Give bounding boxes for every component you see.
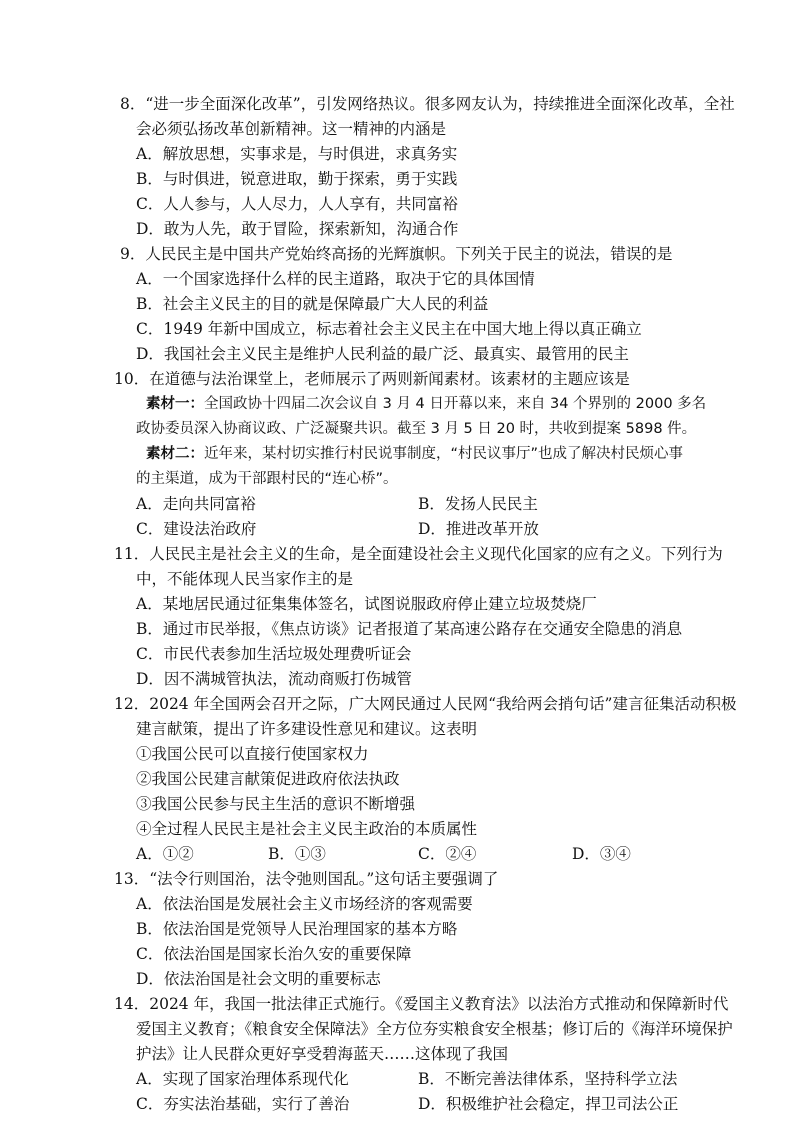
option-d: D．依法治国是社会文明的重要标志 — [136, 970, 381, 988]
option-d: D．我国社会主义民主是维护人民利益的最广泛、最真实、最管用的民主 — [136, 345, 629, 363]
option-c: C．市民代表参加生活垃圾处理费听证会 — [136, 645, 412, 663]
question-stem: 护法》让人民群众更好享受碧海蓝天……这体现了我国 — [136, 1045, 509, 1063]
option-c: C．依法治国是国家长治久安的重要保障 — [136, 945, 412, 963]
question-stem: 建言献策，提出了许多建设性意见和建议。这表明 — [136, 720, 478, 738]
option-b: B．不断完善法律体系，坚持科学立法 — [418, 1070, 678, 1088]
option-d: D．③④ — [572, 845, 631, 863]
material-2-text: 近年来，某村切实推行村民说事制度，“村民议事厅”也成了解决村民烦心事 — [204, 446, 684, 462]
question-stem: 爱国主义教育；《粮食安全保障法》全方位夯实粮食安全根基；修订后的《海洋环境保护 — [136, 1020, 733, 1038]
statement-2: ②我国公民建言献策促进政府依法执政 — [136, 770, 400, 788]
option-a: A．实现了国家治理体系现代化 — [136, 1070, 349, 1088]
option-a: A．某地居民通过征集集体签名，试图说服政府停止建立垃圾焚烧厂 — [136, 595, 597, 613]
material-1-label: 素材一： — [146, 396, 204, 412]
option-a: A．解放思想，实事求是，与时俱进，求真务实 — [136, 145, 458, 163]
option-d: D．敢为人先，敢于冒险，探索新知，沟通合作 — [136, 220, 459, 238]
question-stem: 中，不能体现人民当家作主的是 — [136, 570, 354, 588]
option-c: C．人人参与，人人尽力，人人享有，共同富裕 — [136, 195, 458, 213]
question-stem: 10．在道德与法治课堂上，老师展示了两则新闻素材。该素材的主题应该是 — [114, 370, 630, 388]
question-stem: 9．人民民主是中国共产党始终高扬的光辉旗帜。下列关于民主的说法，错误的是 — [120, 245, 673, 263]
option-a: A．一个国家选择什么样的民主道路，取决于它的具体国情 — [136, 270, 535, 288]
option-b: B．社会主义民主的目的就是保障最广大人民的利益 — [136, 295, 489, 313]
option-c: C．②④ — [418, 845, 477, 863]
option-b: B．发扬人民民主 — [418, 495, 538, 513]
statement-3: ③我国公民参与民主生活的意识不断增强 — [136, 795, 416, 813]
statement-1: ①我国公民可以直接行使国家权力 — [136, 745, 369, 763]
option-b: B．与时俱进，锐意进取，勤于探索，勇于实践 — [136, 170, 458, 188]
material-1-text: 全国政协十四届二次会议自 3 月 4 日开幕以来，来自 34 个界别的 2000 多名 — [204, 396, 707, 412]
question-stem: 13．“法令行则国治，法令弛则国乱。”这句话主要强调了 — [114, 870, 499, 888]
question-stem: 14．2024 年，我国一批法律正式施行。《爱国主义教育法》以法治方式推动和保障新时代 — [114, 995, 729, 1013]
material-1-text: 政协委员深入协商议政、广泛凝聚共识。截至 3 月 5 日 20 时，共收到提案 5898 件。 — [136, 421, 697, 437]
question-stem: 会必须弘扬改革创新精神。这一精神的内涵是 — [136, 120, 447, 138]
option-c: C．夯实法治基础，实行了善治 — [136, 1095, 350, 1113]
question-stem: 11．人民民主是社会主义的生命，是全面建设社会主义现代化国家的应有之义。下列行为 — [114, 545, 723, 563]
option-b: B．依法治国是党领导人民治理国家的基本方略 — [136, 920, 458, 938]
material-2-text: 的主渠道，成为干部跟村民的“连心桥”。 — [136, 471, 398, 487]
option-c: C．建设法治政府 — [136, 520, 257, 538]
material-2-line — [146, 442, 683, 466]
question-stem: 12．2024 年全国两会召开之际，广大网民通过人民网“我给两会捎句话”建言征集活动积极 — [114, 695, 737, 713]
statement-4: ④全过程人民民主是社会主义民主政治的本质属性 — [136, 820, 478, 838]
option-a: A．依法治国是发展社会主义市场经济的客观需要 — [136, 895, 473, 913]
option-c: C．1949 年新中国成立，标志着社会主义民主在中国大地上得以真正确立 — [136, 320, 642, 338]
option-d: D．因不满城管执法，流动商贩打伤城管 — [136, 670, 412, 688]
option-a: A．①② — [136, 845, 194, 863]
option-d: D．推进改革开放 — [418, 520, 539, 538]
material-1-line — [146, 392, 706, 416]
question-stem: 8．“进一步全面深化改革”，引发网络热议。很多网友认为，持续推进全面深化改革，全社 — [120, 95, 735, 113]
option-b: B．①③ — [268, 845, 326, 863]
material-2-label: 素材二： — [146, 446, 204, 462]
option-a: A．走向共同富裕 — [136, 495, 256, 513]
option-b: B．通过市民举报，《焦点访谈》记者报道了某高速公路存在交通安全隐患的消息 — [136, 620, 683, 638]
option-d: D．积极维护社会稳定，捍卫司法公正 — [418, 1095, 679, 1113]
